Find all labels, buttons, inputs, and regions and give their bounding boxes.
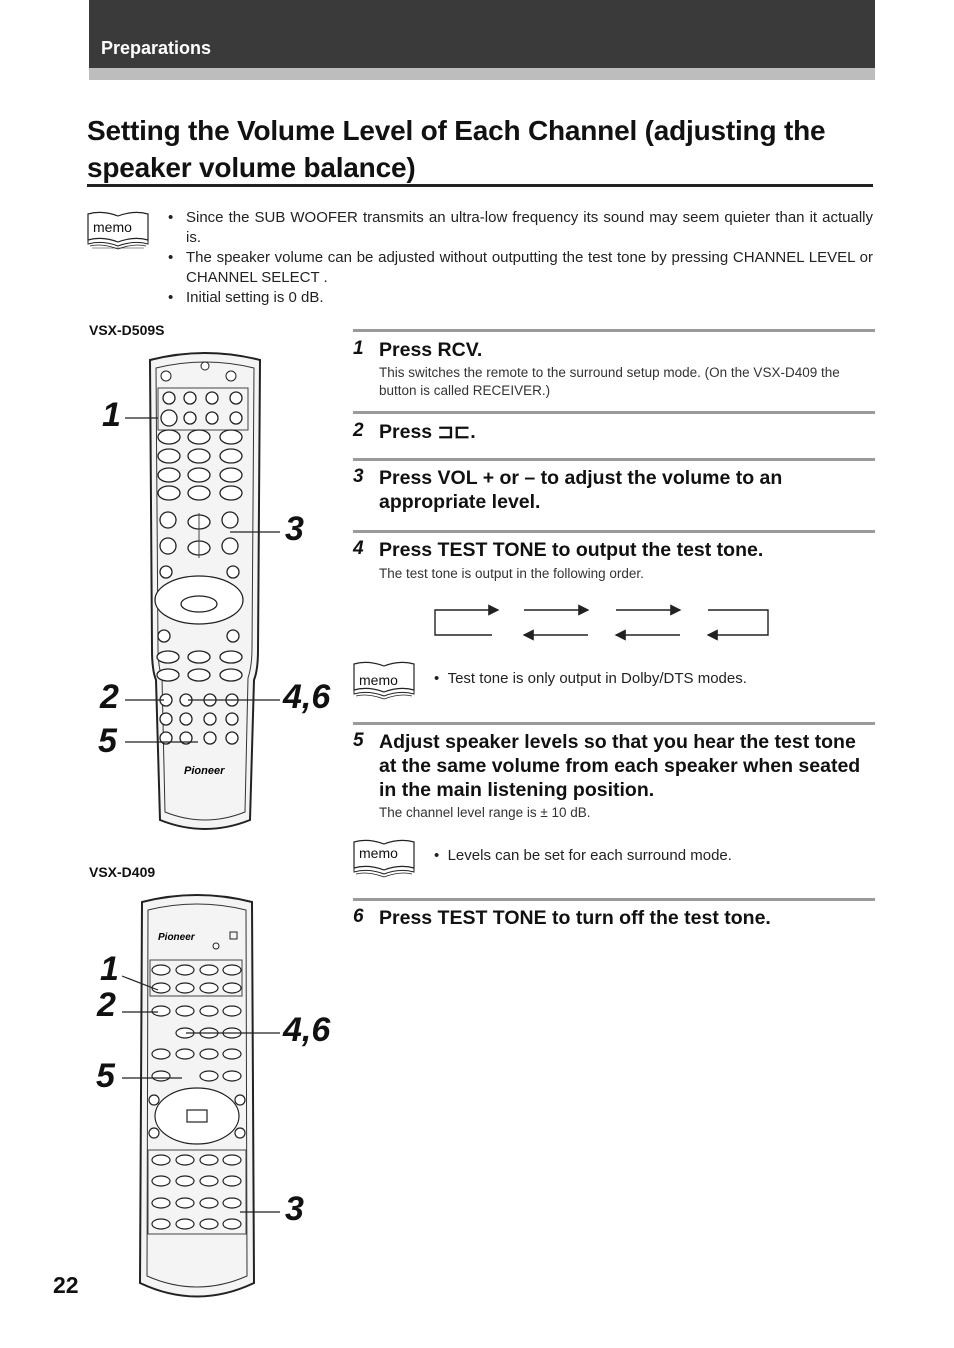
memo-label: memo — [359, 672, 398, 688]
page-number: 22 — [53, 1272, 79, 1298]
callout-4-6: 4,6 — [283, 678, 331, 716]
page-title: Setting the Volume Level of Each Channel (adjusting the speaker volume balance) — [87, 115, 826, 183]
callout-5: 5 — [98, 722, 117, 760]
section-label: Preparations — [101, 38, 212, 58]
note-item: • Initial setting is 0 dB. — [168, 288, 873, 308]
model-label-vsx-d409: VSX-D409 — [89, 864, 156, 880]
memo-label: memo — [359, 845, 398, 861]
memo-note-text: Levels can be set for each surround mode. — [447, 847, 732, 864]
step-number: 5 — [353, 730, 364, 751]
step-rule — [353, 722, 875, 725]
callout-3: 3 — [285, 1190, 304, 1228]
callout-1: 1 — [102, 396, 121, 434]
memo-note-step4: • Test tone is only output in Dolby/DTS modes. — [434, 670, 747, 687]
step-rule — [353, 458, 875, 461]
model-label-vsx-d509s: VSX-D509S — [89, 322, 165, 338]
note-item: • The speaker volume can be adjusted without outputting the test tone by pressing CHANNEL LEVEL or CHANNEL SELECT . — [168, 248, 873, 288]
callout-2: 2 — [97, 986, 116, 1024]
callout-2: 2 — [100, 678, 119, 716]
step-6 — [353, 906, 873, 936]
callout-3: 3 — [285, 510, 304, 548]
step-3 — [353, 466, 873, 526]
step-rule — [353, 411, 875, 414]
step-number: 2 — [353, 420, 364, 441]
step-desc: This switches the remote to the surround setup mode. (On the VSX-D409 the button is called RECEIVER.) — [379, 365, 840, 398]
step-title: Press ⊐⊏. — [379, 421, 476, 443]
memo-note-text: Test tone is only output in Dolby/DTS modes. — [447, 670, 747, 687]
note-item: • Since the SUB WOOFER transmits an ultra-low frequency its sound may seem quieter than it actually is. — [168, 208, 873, 248]
step-title: Press TEST TONE to output the test tone. — [379, 539, 764, 561]
svg-text:Pioneer: Pioneer — [184, 765, 225, 777]
step-rule — [353, 898, 875, 901]
step-title: Adjust speaker levels so that you hear the test tone at the same volume from each speaker when seated in the main listening position. — [379, 731, 861, 801]
callout-1: 1 — [100, 950, 119, 988]
step-title: Press VOL + or – to adjust the volume to an appropriate level. — [379, 467, 783, 513]
step-title: Press RCV. — [379, 339, 483, 361]
step-4 — [353, 538, 873, 588]
test-tone-order-diagram — [430, 602, 775, 642]
svg-text:Pioneer: Pioneer — [158, 932, 195, 943]
step-desc: The test tone is output in the following order. — [379, 566, 644, 581]
memo-note-step5: • Levels can be set for each surround mode. — [434, 847, 732, 864]
step-number: 4 — [353, 538, 364, 559]
step-title: Press TEST TONE to turn off the test tone. — [379, 907, 771, 929]
step-number: 1 — [353, 338, 364, 359]
callout-4-6: 4,6 — [283, 1011, 331, 1049]
step-number: 6 — [353, 906, 364, 927]
step-rule — [353, 530, 875, 533]
step-desc: The channel level range is ± 10 dB. — [379, 805, 591, 820]
step-5 — [353, 730, 873, 830]
step-rule — [353, 329, 875, 332]
callout-5: 5 — [96, 1057, 115, 1095]
memo-label: memo — [93, 219, 132, 235]
step-number: 3 — [353, 466, 364, 487]
step-2 — [353, 420, 873, 450]
step-1 — [353, 338, 873, 408]
